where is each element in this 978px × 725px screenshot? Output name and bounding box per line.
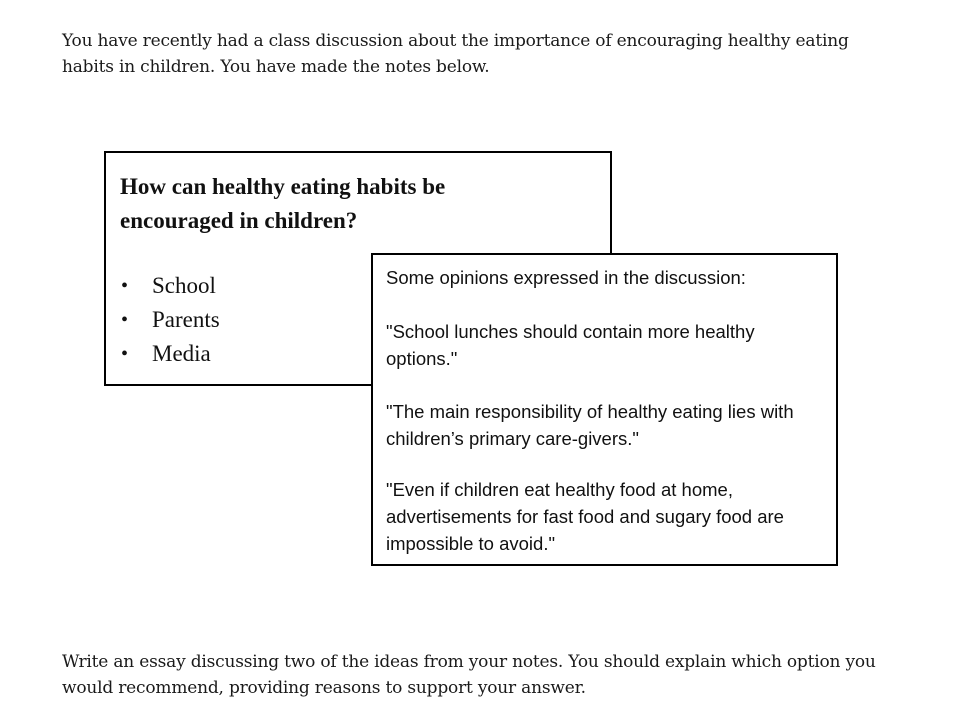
quote-1-line-1: "School lunches should contain more healthy [386, 321, 755, 342]
quote-3-line-1: "Even if children eat healthy food at home, [386, 479, 733, 500]
notes-item-media: Media [152, 341, 211, 366]
quote-3-line-2: advertisements for fast food and sugary food are [386, 506, 784, 527]
quote-2-line-1: "The main responsibility of healthy eating lies with [386, 401, 794, 422]
notes-list [106, 269, 220, 371]
bullet-icon: • [121, 309, 129, 331]
opinions-box [371, 253, 838, 566]
quote-2-line-2: children’s primary care-givers." [386, 428, 639, 449]
opinion-quote-3 [386, 476, 831, 557]
opinions-heading: Some opinions expressed in the discussion: [386, 267, 746, 288]
quote-3-line-3: impossible to avoid." [386, 533, 556, 554]
list-item [106, 269, 220, 303]
opinion-quote-2 [386, 398, 831, 452]
list-item [106, 303, 220, 337]
notes-item-school: School [152, 273, 216, 298]
intro-paragraph [62, 28, 902, 80]
notes-title-line-1: How can healthy eating habits be [120, 174, 446, 199]
quote-1-line-2: options." [386, 348, 458, 369]
task-line-2: would recommend, providing reasons to support your answer. [62, 678, 586, 698]
notes-item-parents: Parents [152, 307, 220, 332]
task-instructions [62, 649, 912, 701]
opinion-quote-1 [386, 318, 831, 372]
intro-line-1: You have recently had a class discussion about the importance of encouraging healthy eating [62, 31, 849, 51]
bullet-icon: • [121, 275, 129, 297]
bullet-icon: • [121, 343, 129, 365]
task-line-1: Write an essay discussing two of the ideas from your notes. You should explain which option you [62, 652, 876, 672]
list-item [106, 337, 220, 371]
intro-line-2: habits in children. You have made the notes below. [62, 57, 490, 77]
notes-title-line-2: encouraged in children? [120, 208, 358, 233]
notes-title [120, 170, 560, 238]
